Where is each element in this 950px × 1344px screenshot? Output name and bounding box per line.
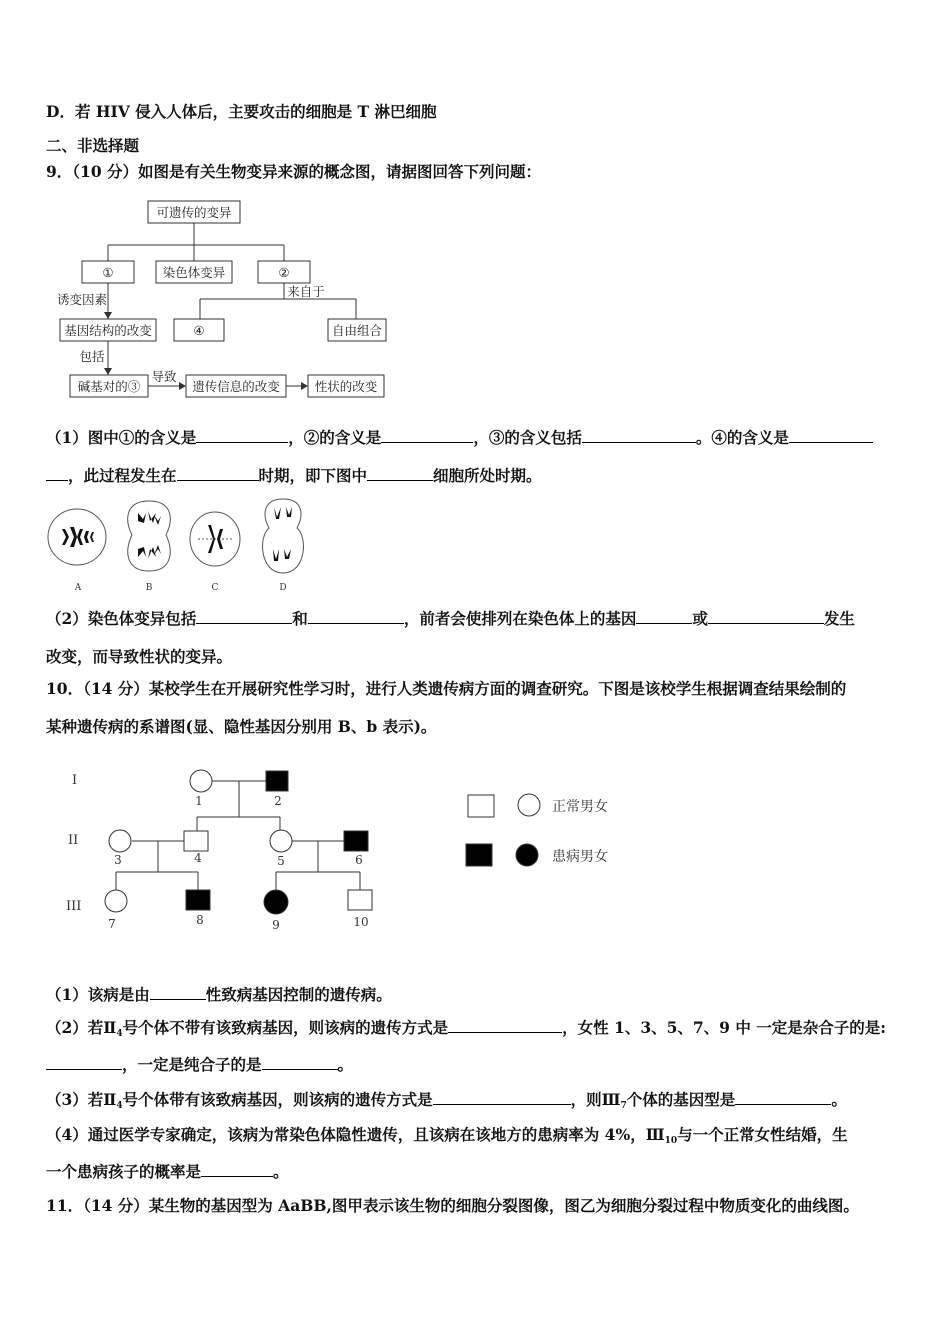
legend-affected-female	[516, 844, 538, 866]
blank	[46, 466, 68, 481]
diagram-box-chromosome: 染色体变异	[162, 265, 226, 280]
diagram-top: 可遗传的变异	[156, 205, 232, 220]
cell-division-figures	[40, 495, 320, 595]
q9-p1-text-a: （1）图中①的含义是	[46, 428, 197, 447]
q9-p2-text-a: （2）染色体变异包括	[46, 609, 197, 628]
gen-label-3: III	[66, 899, 82, 914]
q9-heading	[46, 162, 541, 182]
blank	[789, 428, 873, 443]
pedigree-chart	[50, 760, 650, 950]
cell-label-c: C	[211, 583, 219, 593]
q9-part1-line1	[46, 428, 873, 448]
id-7: 7	[108, 917, 116, 931]
option-d: D．若 HIV 侵入人体后，主要攻击的细胞是 T 淋巴细胞	[46, 102, 437, 121]
q10-part4-line1	[46, 1125, 848, 1151]
gen-label-2: II	[68, 833, 79, 848]
id-10: 10	[353, 915, 369, 929]
diagram-gene-structure: 基因结构的改变	[64, 323, 152, 338]
id-1: 1	[195, 794, 203, 808]
legend-normal-male	[468, 795, 494, 817]
q10-p2-text-d: ，一定是纯合子的是	[122, 1055, 262, 1074]
q10-p3-text-b: 号个体带有该致病基因，则该病的遗传方式是	[122, 1090, 433, 1109]
blank	[448, 1018, 562, 1033]
q9-heading-text: 9．（10 分）如图是有关生物变异来源的概念图，请据图回答下列问题：	[46, 162, 542, 181]
q10-heading-line1: 10．（14 分）某校学生在开展研究性学习时，进行人类遗传病方面的调查研究。下图是该校学生根据调查结果绘制的	[46, 679, 847, 698]
q10-p2-text-b: 号个体不带有该致病基因，则该病的遗传方式是	[122, 1018, 449, 1037]
q9-p1-text-f: 时期，即下图中	[258, 466, 368, 485]
diagram-box-4: ④	[193, 323, 205, 338]
blank	[636, 609, 692, 624]
q10-p3-sub: 4	[116, 1101, 123, 1111]
person-4-normal-male	[184, 831, 208, 851]
q10-p1-text-a: （1）该病是由	[46, 985, 150, 1004]
person-2-affected-male	[266, 771, 288, 791]
person-5-normal-female	[270, 830, 292, 852]
q10-p4-text-c: 一个患病孩子的概率是	[46, 1162, 202, 1181]
diagram-mutagen: 诱变因素	[56, 292, 108, 307]
person-10-normal-male	[348, 890, 372, 910]
id-9: 9	[272, 918, 280, 932]
q9-p2-text-e: 发生	[823, 609, 855, 628]
q9-p2-text-d: 或	[692, 609, 708, 628]
q10-p3-text-d: 个体的基因型是	[626, 1090, 736, 1109]
blank	[308, 609, 404, 624]
diagram-lead: 导致	[151, 369, 177, 384]
blank	[735, 1090, 831, 1105]
blank	[381, 428, 473, 443]
diagram-box-2: ②	[278, 265, 290, 280]
cell-label-a: A	[74, 583, 82, 593]
q9-p1-text-b: ，②的含义是	[288, 428, 382, 447]
q9-p2-text-b: 和	[292, 609, 308, 628]
section-heading: 二、非选择题	[46, 136, 140, 155]
blank	[582, 428, 696, 443]
diagram-free-combination: 自由组合	[331, 323, 383, 338]
blank	[201, 1162, 273, 1177]
blank	[196, 428, 288, 443]
blank	[433, 1090, 571, 1105]
q10-part2-line1	[46, 1018, 886, 1044]
id-3: 3	[114, 853, 122, 867]
cell-label-d: D	[279, 583, 287, 593]
gen-label-1: I	[72, 773, 78, 788]
variation-concept-diagram	[50, 195, 400, 405]
q10-p3-sub2: 7	[620, 1101, 627, 1111]
q9-p1-text-g: 细胞所处时期。	[433, 466, 542, 485]
diagram-trait: 性状的改变	[314, 379, 378, 394]
q10-p3-text-e: 。	[831, 1090, 847, 1109]
q10-p1-text-b: 性致病基因控制的遗传病。	[205, 985, 392, 1004]
diagram-genetic-info: 遗传信息的改变	[192, 379, 280, 394]
person-7-normal-female	[105, 890, 127, 912]
q9-p2-text-c: ，前者会使排列在染色体上的基因	[403, 609, 637, 628]
q10-p4-text-d: 。	[273, 1162, 289, 1181]
q10-p2-text-a: （2）若Ⅱ	[46, 1018, 117, 1037]
id-8: 8	[196, 913, 204, 927]
cell-label-b: B	[145, 583, 153, 593]
person-8-affected-male	[186, 890, 210, 910]
blank	[177, 466, 259, 481]
person-6-affected-male	[344, 831, 368, 851]
q9-part2-line1	[46, 609, 855, 629]
blank	[708, 609, 824, 624]
person-9-affected-female	[264, 890, 288, 914]
diagram-from: 来自于	[287, 284, 325, 299]
q10-part2-line2	[46, 1055, 353, 1075]
q10-p2-text-c: ，女性 1、3、5、7、9 中 一定是杂合子的是:	[562, 1018, 886, 1037]
q11-heading: 11．（14 分）某生物的基因型为 AaBB,图甲表示该生物的细胞分裂图像，图乙为细胞分裂过程中物质变化的曲线图。	[46, 1196, 859, 1215]
legend-normal-label: 正常男女	[552, 799, 608, 815]
person-1-normal-female	[190, 770, 212, 792]
diagram-box-1: ①	[102, 265, 114, 280]
id-2: 2	[274, 794, 282, 808]
blank	[150, 985, 206, 1000]
blank	[196, 609, 292, 624]
q9-part2-line2: 改变，而导致性状的变异。	[46, 647, 233, 666]
q10-part3	[46, 1090, 847, 1116]
q9-p1-text-c: ，③的含义包括	[473, 428, 582, 447]
q10-p2-text-e: 。	[337, 1055, 354, 1074]
legend-affected-male	[466, 844, 492, 866]
q10-p4-text-b: 与一个正常女性结婚，生	[677, 1125, 848, 1144]
diagram-include: 包括	[79, 349, 105, 364]
blank	[46, 1055, 122, 1070]
blank	[367, 466, 433, 481]
q10-p2-sub: 4	[116, 1029, 123, 1039]
legend-normal-female	[518, 794, 540, 816]
q10-part1	[46, 985, 392, 1005]
blank	[262, 1055, 338, 1070]
q9-part1-line2	[46, 466, 542, 486]
id-4: 4	[194, 851, 202, 865]
id-6: 6	[355, 853, 363, 867]
legend-ill-label: 患病男女	[552, 849, 608, 865]
q10-p3-text-c: ，则Ⅲ	[570, 1090, 621, 1109]
q9-p1-text-d: 。④的含义是	[695, 428, 789, 447]
diagram-base-pair: 碱基对的③	[77, 379, 141, 394]
q9-p1-text-e: ，此过程发生在	[68, 466, 177, 485]
q10-p4-sub: 10	[664, 1136, 678, 1146]
q10-part4-line2	[46, 1162, 289, 1182]
id-5: 5	[277, 854, 285, 868]
q10-p4-text-a: （4）通过医学专家确定，该病为常染色体隐性遗传，且该病在该地方的患病率为 4%，Ⅲ	[46, 1125, 665, 1144]
q10-p3-text-a: （3）若Ⅱ	[46, 1090, 117, 1109]
q10-heading-line2: 某种遗传病的系谱图(显、隐性基因分别用 B、b 表示)。	[46, 717, 437, 736]
person-3-normal-female	[109, 830, 131, 852]
